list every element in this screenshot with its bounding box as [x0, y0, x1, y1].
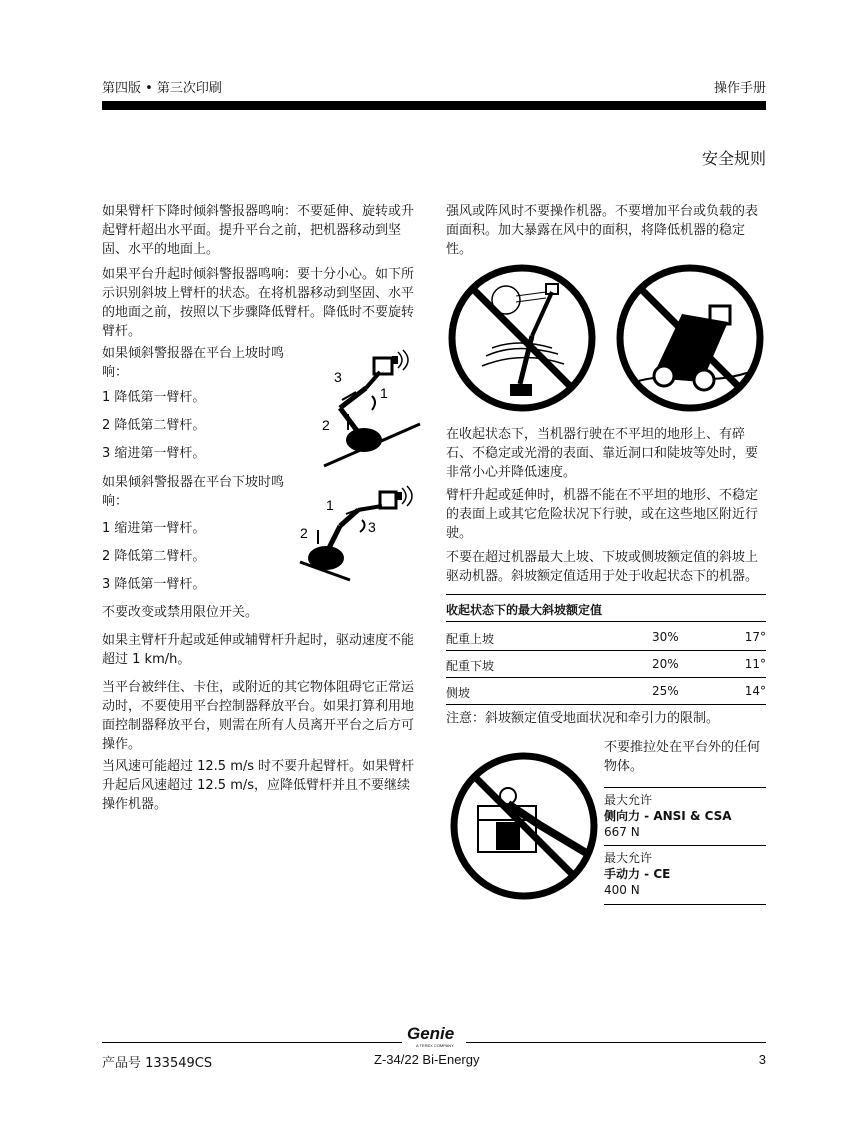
row-label: 配重下坡: [446, 659, 495, 673]
no-drive-on-slope-icon: [614, 262, 766, 414]
genie-logo-subtitle: A TEREX COMPANY: [416, 1043, 454, 1048]
footer-page-number: 3: [758, 1052, 766, 1067]
force-ansi-line2: 侧向力 - ANSI & CSA: [604, 809, 732, 823]
row-percent: 20%: [652, 657, 679, 671]
downhill-label-3: 3: [368, 519, 376, 535]
slope-table-title: 收起状态下的最大斜坡额定值: [446, 603, 603, 617]
section-title: 安全规则: [701, 149, 766, 168]
slope-note: 注意：斜坡额定值受地面状况和牵引力的限制。: [446, 711, 720, 726]
uphill-step-3: 3 缩进第一臂杆。: [102, 446, 206, 461]
downhill-label-1: 1: [326, 497, 334, 513]
paragraph-boom-raised-drive: 臂杆升起或延伸时，机器不能在不平坦的地形、不稳定的表面上或其它危险状况下行驶，或在这些地区附近行驶。: [446, 488, 759, 541]
footer-model: Z-34/22 Bi-Energy: [374, 1052, 480, 1067]
force-ce-value: 400 N: [604, 883, 640, 897]
paragraph-platform-stuck: 当平台被绊住、卡住，或附近的其它物体阻碍它正常运动时，不要使用平台控制器释放平台。如果打算利用地面控制器释放平台，则需在所有人员离开平台之后方可操作。: [102, 680, 415, 752]
paragraph-platform-raised: 如果平台升起时倾斜警报器鸣响：要十分小心。如下所示识别斜坡上臂杆的状态。在将机器移动到坚固、水平的地面之前，按照以下步骤降低臂杆。降低时不要旋转臂杆。: [102, 267, 415, 339]
uphill-label-3: 3: [334, 369, 342, 385]
paragraph-strong-wind: 强风或阵风时不要操作机器。不要增加平台或负载的表面面积。加大暴露在风中的面积，将降低机器的稳定性。: [446, 204, 759, 257]
downhill-step-1: 1 缩进第一臂杆。: [102, 521, 206, 536]
row-degree: 14°: [744, 684, 766, 698]
no-push-pull-icon: [448, 750, 600, 902]
downhill-label-2: 2: [300, 525, 308, 541]
uphill-alarm-icon: [398, 350, 408, 370]
paragraph-wind-speed: 当风速可能超过 12.5 m/s 时不要升起臂杆。如果臂杆升起后风速超过 12.5 m/s，应降低臂杆并且不要继续操作机器。: [102, 759, 415, 812]
downhill-alarm-icon: [402, 486, 412, 506]
row-percent: 30%: [652, 630, 679, 644]
paragraph-no-push-pull: 不要推拉处在平台外的任何物体。: [604, 740, 761, 774]
force-spec-ansi: [604, 787, 766, 840]
row-degree: 17°: [744, 630, 766, 644]
header-rule: [102, 101, 766, 110]
force-ce-line1: 最大允许: [604, 851, 653, 865]
downhill-step-3: 3 降低第一臂杆。: [102, 577, 206, 592]
header-edition: 第四版 • 第三次印刷: [102, 81, 222, 96]
table-row: [446, 651, 766, 678]
row-label: 侧坡: [446, 686, 471, 700]
table-row: [446, 624, 766, 651]
slope-table-header: [446, 594, 766, 622]
footer-product-number: 产品号 133549CS: [102, 1056, 213, 1071]
downhill-boom-figure: [296, 480, 422, 584]
uphill-label-2: 2: [322, 417, 330, 433]
no-operate-in-wind-icon: [446, 262, 598, 414]
force-spec-ce: [604, 845, 766, 905]
paragraph-slope-rating: 不要在超过机器最大上坡、下坡或侧坡额定值的斜坡上驱动机器。斜坡额定值适用于处于收起状态下的机器。: [446, 550, 759, 584]
force-ce-line2: 手动力 - CE: [604, 867, 671, 881]
uphill-intro: 如果倾斜警报器在平台上坡时鸣响：: [102, 346, 285, 380]
downhill-intro: 如果倾斜警报器在平台下坡时鸣响：: [102, 475, 285, 509]
table-row: [446, 678, 766, 705]
uphill-machine-body: [346, 428, 382, 452]
header-manual: 操作手册: [713, 81, 766, 96]
downhill-platform: [380, 492, 396, 508]
paragraph-limit-switch: 不要改变或禁用限位开关。: [102, 605, 259, 620]
force-ansi-line1: 最大允许: [604, 793, 653, 807]
footer-rule-left: [102, 1042, 402, 1043]
uphill-boom-figure: [318, 340, 422, 470]
downhill-step-2: 2 降低第二臂杆。: [102, 549, 206, 564]
paragraph-rough-terrain: 在收起状态下，当机器行驶在不平坦的地形上、有碎石、不稳定或光滑的表面、靠近洞口和陡坡等处时，要非常小心并降低速度。: [446, 427, 759, 480]
row-label: 配重上坡: [446, 632, 495, 646]
genie-logo: Genie: [407, 1024, 455, 1043]
uphill-platform: [374, 358, 392, 374]
paragraph-drive-speed: 如果主臂杆升起或延伸或辅臂杆升起时，驱动速度不能超过 1 km/h。: [102, 633, 415, 667]
paragraph-boom-lowered: 如果臂杆下降时倾斜警报器鸣响：不要延伸、旋转或升起臂杆超出水平面。提升平台之前，把机器移动到坚固、水平的地面上。: [102, 204, 415, 257]
downhill-machine-body: [308, 546, 344, 570]
footer-rule-right: [466, 1042, 766, 1043]
row-degree: 11°: [744, 657, 766, 671]
uphill-step-2: 2 降低第二臂杆。: [102, 418, 206, 433]
uphill-label-1: 1: [380, 385, 388, 401]
uphill-step-1: 1 降低第一臂杆。: [102, 390, 206, 405]
force-ansi-value: 667 N: [604, 825, 640, 839]
row-percent: 25%: [652, 684, 679, 698]
